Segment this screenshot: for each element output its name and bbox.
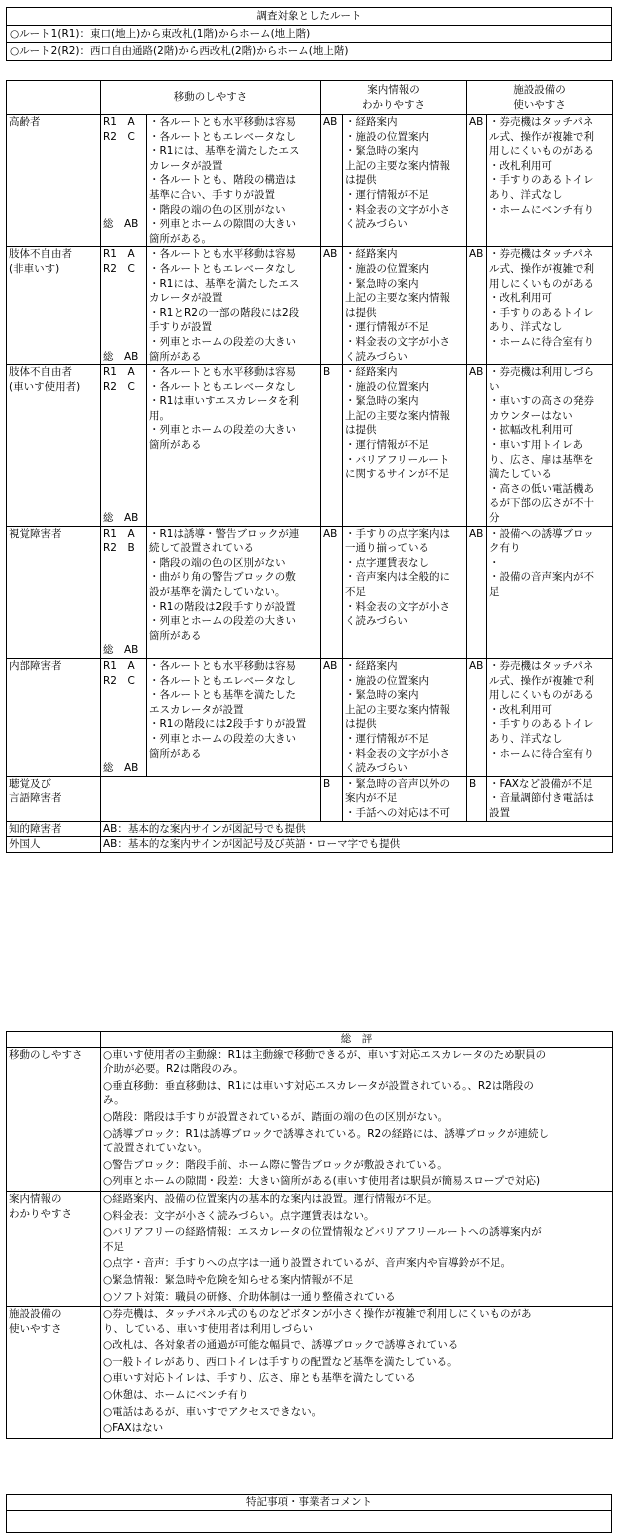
summary-item: [103, 1388, 610, 1403]
cell-line: [103, 291, 144, 306]
cell-line: [103, 703, 144, 718]
cell-line: ・車いす用トイレあ: [489, 439, 583, 452]
cell-line: 上記の主要な案内情報: [345, 703, 450, 716]
summary-line: ○券売機は、タッチパネル式のものなどボタンが小さく操作が複雑で利用しにくいものがあ: [103, 1308, 532, 1321]
cell-line: 総 AB: [103, 218, 139, 231]
cell-line: く読みづらい: [345, 762, 408, 775]
summary-line: ○経路案内、設備の位置案内の基本的な案内は設置。運行情報が不足。: [103, 1192, 438, 1205]
facility-rating-cell: AB: [467, 365, 487, 527]
cell-line: ・各ルートとも、階段の構造は: [149, 174, 296, 187]
cell-line: 基準に合い、手すりが設置: [149, 188, 275, 201]
cell-line: ル式、操作が複雑で利: [489, 130, 594, 143]
summary-line: ○車いす対応トイレは、手すり、広さ、扉とも基準を満たしている: [103, 1372, 416, 1385]
cell-line: く読みづらい: [345, 350, 408, 363]
cell-line: は提供: [345, 174, 377, 187]
cell-line: [103, 423, 144, 438]
summary-item: [103, 1127, 610, 1156]
cell-line: R2 C: [103, 380, 135, 393]
cell-line: [103, 320, 144, 335]
header-blank: [7, 81, 101, 115]
summary-line: り、している、車いす使用者は利用しづらい: [103, 1322, 313, 1335]
cell-line: R1 A: [103, 116, 135, 128]
cell-line: [103, 203, 144, 218]
cell-line: ・各ルートとも水平移動は容易: [149, 366, 296, 379]
summary-line: ○車いす使用者の主動線：R1は主動線で移動できるが、車いす対応エスカレータのため駅員の: [103, 1048, 547, 1061]
cell-line: は提供: [345, 718, 377, 731]
summary-line: ○点字・音声：手すりへの点字は一通り設置されているが、音声案内や盲導鈴が不足。: [103, 1257, 512, 1270]
summary-row: [7, 1047, 613, 1191]
cell-line: ・ホームに待合室有り: [489, 335, 594, 348]
cell-line: ・各ルートともエレベータなし: [149, 130, 296, 143]
eval-row: [7, 658, 613, 776]
cell-line: 視覚障害者: [9, 527, 62, 540]
summary-line: ○緊急情報：緊急時や危険を知らせる案内情報が不足: [103, 1273, 354, 1286]
summary-line: ○垂直移動：垂直移動は、R1には車いす対応エスカレータが設置されている。、R2は階段の: [103, 1079, 534, 1092]
cell-line: ・階段の端の色の区別がない: [149, 556, 286, 569]
cell-line: るが下部の広さが不十: [489, 497, 594, 510]
cell-line: ・施設の位置案内: [345, 674, 429, 687]
summary-content: [101, 1191, 613, 1306]
cell-line: 一通り揃っている: [345, 542, 429, 555]
summary-line: ○一般トイレがあり、西口トイレは手すりの配置など基準を満たしている。: [103, 1355, 458, 1368]
cell-line: ・R1の階段には2段手すりが設置: [149, 718, 307, 731]
cell-line: ・料金表の文字が小さ: [345, 600, 450, 613]
cell-line: ・各ルートとも基準を満たした: [149, 689, 296, 702]
cell-line: ・手話への対応は不可: [345, 806, 450, 819]
eval-row: [7, 365, 613, 527]
category-cell: [7, 526, 101, 658]
cell-line: ・経路案内: [345, 248, 398, 261]
cell-line: ・高さの低い電話機あ: [489, 482, 594, 495]
cell-line: 満たしている: [489, 468, 552, 481]
cell-line: R2 C: [103, 130, 135, 143]
cell-line: R1 A: [103, 248, 135, 261]
cell-line: ・音量調節付き電話は: [489, 792, 594, 805]
cell-line: ・R1は誘導・警告ブロックが連: [149, 527, 300, 540]
summary-item: [103, 1048, 610, 1077]
cell-line: 聴覚及び: [9, 777, 51, 790]
cell-line: 肢体不自由者: [9, 366, 72, 379]
simple-text-cell: AB：基本的な案内サインが図記号及び英語・ローマ字でも提供: [101, 837, 613, 853]
cell-line: 高齢者: [9, 116, 41, 128]
cell-line: [103, 438, 144, 453]
cell-line: (車いす使用者): [9, 380, 81, 393]
cell-line: ・R1とR2の一部の階段には2段: [149, 306, 300, 319]
summary-line: み。: [103, 1094, 125, 1107]
summary-header: 総 評: [101, 1032, 613, 1048]
cell-line: 移動のしやすさ: [9, 1048, 83, 1061]
cell-line: エスカレータが設置: [149, 703, 244, 716]
cell-line: 用しにくいものがある: [489, 689, 594, 702]
cell-line: ・券売機はタッチパネ: [489, 659, 594, 672]
cell-line: ル式、操作が複雑で利: [489, 674, 594, 687]
cell-line: ・各ルートともエレベータなし: [149, 674, 296, 687]
cell-line: 用。: [149, 409, 170, 422]
cell-line: 施設設備の: [9, 1308, 62, 1321]
cell-line: ・FAXなど設備が不足: [489, 777, 593, 790]
summary-line: ○誘導ブロック：R1は誘導ブロックで誘導されている。R2の経路には、誘導ブロックが連続し: [103, 1127, 549, 1140]
cell-line: R1 A: [103, 527, 135, 540]
cell-line: ・施設の位置案内: [345, 130, 429, 143]
cell-line: [103, 556, 144, 571]
summary-row: [7, 1307, 613, 1439]
cell-line: [103, 600, 144, 615]
cell-line: ・券売機は利用しづら: [489, 366, 594, 379]
category-cell: 外国人: [7, 837, 101, 853]
info-cell: [343, 247, 467, 365]
cell-line: [103, 570, 144, 585]
cell-line: ・運行情報が不足: [345, 732, 429, 745]
cell-line: ・券売機はタッチパネ: [489, 248, 594, 261]
cell-line: [103, 732, 144, 747]
info-cell: [343, 526, 467, 658]
eval-simple-row: [7, 821, 613, 837]
cell-line: ・緊急時の案内: [345, 395, 419, 408]
eval-simple-row: [7, 837, 613, 853]
cell-line: 総 AB: [103, 512, 139, 525]
cell-line: ・列車とホームの隙間の大きい: [149, 218, 296, 231]
summary-item: [103, 1256, 610, 1271]
evaluation-table: [6, 80, 613, 853]
cell-line: ・列車とホームの段差の大きい: [149, 424, 296, 437]
category-cell: [7, 658, 101, 776]
cell-line: 上記の主要な案内情報: [345, 292, 450, 305]
cell-line: ・緊急時の案内: [345, 277, 419, 290]
facility-cell: [487, 658, 613, 776]
cell-line: [103, 453, 144, 468]
cell-line: く読みづらい: [345, 218, 408, 231]
summary-line: ○改札は、各対象者の通過が可能な幅員で、誘導ブロックで誘導されている: [103, 1339, 459, 1352]
info-rating-cell: AB: [321, 658, 343, 776]
cell-line: ・経路案内: [345, 116, 398, 128]
cell-line: 上記の主要な案内情報: [345, 409, 450, 422]
summary-line: ○バリアフリーの経路情報：エスカレータの位置情報などバリアフリールートへの誘導案内が: [103, 1226, 542, 1239]
summary-item: [103, 1355, 610, 1370]
rating-cell: [101, 115, 147, 247]
move-cell: [147, 658, 321, 776]
summary-item: [103, 1110, 610, 1125]
info-rating-cell: B: [321, 365, 343, 527]
move-cell: [147, 247, 321, 365]
summary-line: ○料金表：文字が小さく読みづらい。点字運賃表はない。: [103, 1209, 375, 1222]
cell-line: [103, 629, 144, 644]
cell-line: R2 C: [103, 674, 135, 687]
cell-line: ・各ルートともエレベータなし: [149, 380, 296, 393]
remarks-table: [6, 1494, 612, 1533]
cell-line: ・料金表の文字が小さ: [345, 335, 450, 348]
cell-line: [103, 306, 144, 321]
cell-line: ・各ルートともエレベータなし: [149, 262, 296, 275]
cell-line: ・ホームにベンチ有り: [489, 203, 594, 216]
facility-cell: [487, 365, 613, 527]
summary-line: 介助が必要。R2は階段のみ。: [103, 1063, 244, 1076]
summary-label: [7, 1047, 101, 1191]
cell-line: ・拡幅改札利用可: [489, 424, 573, 437]
eval-row: [7, 115, 613, 247]
cell-line: ・設備の音声案内が不: [489, 571, 594, 584]
summary-item: [103, 1079, 610, 1108]
cell-line: 総 AB: [103, 644, 139, 657]
cell-line: R1 A: [103, 366, 135, 379]
cell-line: ・経路案内: [345, 659, 398, 672]
summary-item: [103, 1158, 610, 1173]
summary-line: て設置されていない。: [103, 1142, 208, 1155]
cell-line: あり、洋式なし: [489, 321, 563, 334]
cell-line: [103, 747, 144, 762]
cell-line: [103, 277, 144, 292]
cell-line: カウンターはない: [489, 409, 573, 422]
cell-line: ・列車とホームの段差の大きい: [149, 732, 296, 745]
info-cell: [343, 658, 467, 776]
facility-cell: [487, 776, 613, 821]
remarks-body: [7, 1510, 612, 1532]
cell-line: [103, 482, 144, 497]
cell-line: ・R1は車いすエスカレータを利: [149, 395, 299, 408]
header-move: 移動のしやすさ: [101, 81, 321, 115]
info-rating-cell: AB: [321, 526, 343, 658]
summary-item: [103, 1209, 610, 1224]
facility-rating-cell: B: [467, 776, 487, 821]
cell-line: ル式、操作が複雑で利: [489, 262, 594, 275]
cell-line: [103, 467, 144, 482]
cell-line: カレータが設置: [149, 292, 223, 305]
cell-line: り、広さ、扉は基準を: [489, 453, 594, 466]
rating-cell: [101, 247, 147, 365]
remarks-header: 特記事項・事業者コメント: [7, 1495, 612, 1511]
cell-line: [103, 394, 144, 409]
cell-line: ・曲がり角の警告ブロックの敷: [149, 571, 296, 584]
summary-item: [103, 1225, 610, 1254]
cell-line: ・: [489, 556, 500, 569]
cell-line: [103, 496, 144, 511]
cell-line: (非車いす): [9, 262, 60, 275]
cell-line: 言語障害者: [9, 792, 62, 805]
cell-line: 案内が不足: [345, 792, 398, 805]
cell-line: に関するサインが不足: [345, 468, 450, 481]
cell-line: ・券売機はタッチパネ: [489, 116, 594, 128]
header-info: 案内情報の わかりやすさ: [321, 81, 467, 115]
cell-line: 続して設置されている: [149, 542, 254, 555]
cell-line: 内部障害者: [9, 659, 62, 672]
cell-line: ・運行情報が不足: [345, 439, 429, 452]
cell-line: あり、洋式なし: [489, 732, 563, 745]
cell-line: ・各ルートとも水平移動は容易: [149, 659, 296, 672]
cell-line: 総 AB: [103, 762, 139, 775]
cell-line: く読みづらい: [345, 615, 408, 628]
info-cell: [343, 776, 467, 821]
summary-content: [101, 1307, 613, 1439]
facility-rating-cell: AB: [467, 247, 487, 365]
cell-line: ・音声案内は全般的に: [345, 571, 450, 584]
cell-line: ・施設の位置案内: [345, 380, 429, 393]
facility-rating-cell: AB: [467, 526, 487, 658]
cell-line: ・緊急時の音声以外の: [345, 777, 450, 790]
cell-line: 箇所がある。: [149, 232, 212, 245]
summary-content: [101, 1047, 613, 1191]
cell-line: 案内情報の: [9, 1192, 62, 1205]
cell-line: ・手すりのあるトイレ: [489, 306, 594, 319]
cell-line: 箇所がある: [149, 747, 202, 760]
summary-item: [103, 1338, 610, 1353]
cell-line: 分: [489, 512, 500, 525]
cell-line: 手すりが設置: [149, 321, 212, 334]
summary-item: [103, 1371, 610, 1386]
cell-line: 肢体不自由者: [9, 248, 72, 261]
summary-line: ○FAXはない: [103, 1422, 164, 1435]
summary-line: ○ソフト対策：職員の研修、介助体制は一通り整備されている: [103, 1290, 396, 1303]
facility-cell: [487, 247, 613, 365]
cell-line: [103, 585, 144, 600]
cell-line: 設が基準を満たしていない。: [149, 586, 286, 598]
cell-line: 設置: [489, 806, 510, 819]
cell-line: ・点字運賃表なし: [345, 556, 429, 569]
summary-item: [103, 1307, 610, 1336]
cell-line: ・運行情報が不足: [345, 188, 429, 201]
cell-line: R1 A: [103, 659, 135, 672]
cell-line: R2 C: [103, 262, 135, 275]
cell-line: ・経路案内: [345, 366, 398, 379]
cell-line: ・料金表の文字が小さ: [345, 747, 450, 760]
facility-rating-cell: AB: [467, 115, 487, 247]
eval-row: [7, 776, 613, 821]
cell-line: R2 B: [103, 542, 135, 555]
summary-line: 不足: [103, 1240, 124, 1253]
cell-line: ・R1には、基準を満たしたエス: [149, 145, 300, 158]
summary-label: [7, 1191, 101, 1306]
cell-line: ・階段の端の色の区別がない: [149, 203, 286, 216]
simple-text-cell: AB：基本的な案内サインが図記号でも提供: [101, 821, 613, 837]
summary-line: ○休憩は、ホームにベンチ有り: [103, 1389, 249, 1402]
routes-table: [6, 7, 612, 61]
summary-item: [103, 1405, 610, 1420]
cell-line: わかりやすさ: [9, 1207, 72, 1220]
cell-line: 用しにくいものがある: [489, 277, 594, 290]
cell-line: ・緊急時の案内: [345, 145, 419, 158]
cell-line: ・改札利用可: [489, 703, 552, 716]
cell-line: [103, 144, 144, 159]
cell-line: ・列車とホームの段差の大きい: [149, 615, 296, 628]
cell-line: ・運行情報が不足: [345, 321, 429, 334]
category-cell: [7, 247, 101, 365]
summary-item: [103, 1421, 610, 1436]
summary-line: ○階段：階段は手すりが設置されているが、踏面の端の色の区別がない。: [103, 1110, 449, 1123]
cell-line: ・ホームに待合室有り: [489, 747, 594, 760]
cell-line: ・列車とホームの段差の大きい: [149, 335, 296, 348]
move-cell: [147, 526, 321, 658]
rating-cell: [101, 658, 147, 776]
eval-row: [7, 247, 613, 365]
summary-item: [103, 1192, 610, 1207]
move-cell: [101, 776, 321, 821]
route-1: ○ルート1(R1)：東口(地上)から東改札(1階)からホーム(地上階): [7, 25, 612, 43]
summary-row: [7, 1191, 613, 1306]
category-cell: [7, 115, 101, 247]
cell-line: は提供: [345, 306, 377, 319]
cell-line: [103, 717, 144, 732]
cell-line: ・各ルートとも水平移動は容易: [149, 116, 296, 128]
category-cell: 知的障害者: [7, 821, 101, 837]
info-rating-cell: AB: [321, 247, 343, 365]
cell-line: あり、洋式なし: [489, 188, 563, 201]
summary-item: [103, 1273, 610, 1288]
cell-line: 用しにくいものがある: [489, 145, 594, 158]
cell-line: ・バリアフリールート: [345, 453, 450, 466]
cell-line: [103, 688, 144, 703]
routes-title: 調査対象としたルート: [7, 8, 612, 26]
cell-line: ・車いすの高さの発券: [489, 395, 594, 408]
rating-cell: [101, 365, 147, 527]
cell-line: は提供: [345, 424, 377, 437]
cell-line: 箇所がある: [149, 350, 202, 363]
summary-blank: [7, 1032, 101, 1048]
eval-row: [7, 526, 613, 658]
cell-line: [103, 409, 144, 424]
summary-label: [7, 1307, 101, 1439]
cell-line: [103, 173, 144, 188]
cell-line: [103, 159, 144, 174]
summary-table: [6, 1031, 613, 1439]
cell-line: ・各ルートとも水平移動は容易: [149, 248, 296, 261]
category-cell: [7, 776, 101, 821]
cell-line: ・設備への誘導ブロッ: [489, 527, 594, 540]
summary-line: ○警告ブロック：階段手前、ホーム際に警告ブロックが敷設されている。: [103, 1158, 448, 1171]
cell-line: [103, 335, 144, 350]
cell-line: ・手すりのあるトイレ: [489, 718, 594, 731]
facility-cell: [487, 526, 613, 658]
cell-line: ・手すりの点字案内は: [345, 527, 450, 540]
move-cell: [147, 365, 321, 527]
cell-line: 箇所がある: [149, 629, 202, 642]
cell-line: ・R1には、基準を満たしたエス: [149, 277, 300, 290]
header-facility: 施設設備の 使いやすさ: [467, 81, 613, 115]
cell-line: ・料金表の文字が小さ: [345, 203, 450, 216]
cell-line: ・改札利用可: [489, 159, 552, 172]
cell-line: ・R1の階段は2段手すりが設置: [149, 600, 296, 613]
info-cell: [343, 365, 467, 527]
cell-line: ・緊急時の案内: [345, 689, 419, 702]
cell-line: 箇所がある: [149, 439, 202, 452]
move-cell: [147, 115, 321, 247]
cell-line: カレータが設置: [149, 159, 223, 172]
cell-line: [103, 614, 144, 629]
summary-line: ○列車とホームの隙間・段差：大きい箇所がある(車いす使用者は駅員が簡易スロープで対応): [103, 1175, 541, 1188]
cell-line: 足: [489, 586, 500, 598]
cell-line: 使いやすさ: [9, 1322, 62, 1335]
facility-rating-cell: AB: [467, 658, 487, 776]
facility-cell: [487, 115, 613, 247]
summary-line: ○電話はあるが、車いすでアクセスできない。: [103, 1405, 323, 1418]
info-rating-cell: B: [321, 776, 343, 821]
cell-line: 総 AB: [103, 350, 139, 363]
info-cell: [343, 115, 467, 247]
info-rating-cell: AB: [321, 115, 343, 247]
rating-cell: [101, 526, 147, 658]
cell-line: ・改札利用可: [489, 292, 552, 305]
summary-item: [103, 1174, 610, 1189]
cell-line: ク有り: [489, 542, 521, 555]
summary-item: [103, 1290, 610, 1305]
cell-line: い: [489, 380, 500, 393]
cell-line: 上記の主要な案内情報: [345, 159, 450, 172]
cell-line: 不足: [345, 586, 366, 598]
cell-line: ・施設の位置案内: [345, 262, 429, 275]
cell-line: ・手すりのあるトイレ: [489, 174, 594, 187]
route-2: ○ルート2(R2)：西口自由通路(2階)から西改札(2階)からホーム(地上階): [7, 43, 612, 61]
cell-line: [103, 188, 144, 203]
category-cell: [7, 365, 101, 527]
